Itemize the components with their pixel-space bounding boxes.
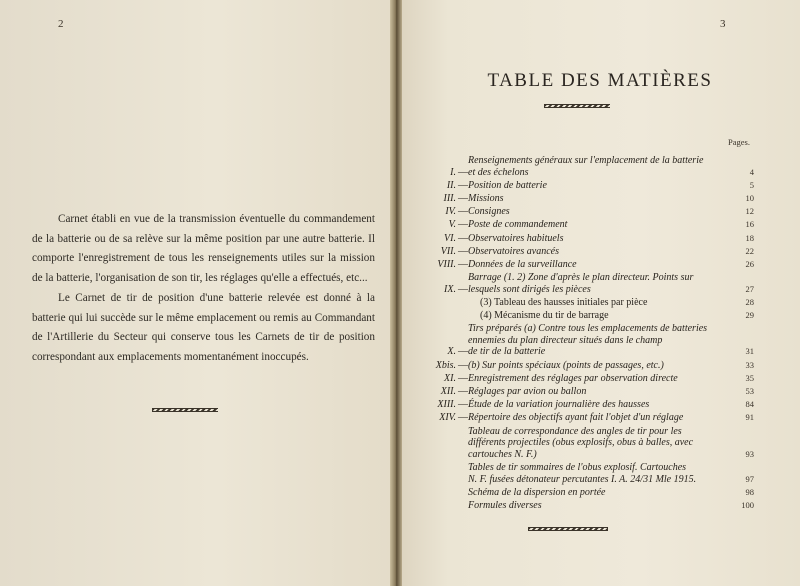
toc-entry-page: 5	[749, 179, 754, 190]
toc-entry	[414, 399, 754, 411]
toc-entry-title: Données de la surveillance	[468, 258, 577, 270]
toc-entry-number: III.	[443, 192, 456, 204]
toc-entry-page: 100	[741, 499, 754, 510]
bottom-ornament	[528, 527, 608, 531]
toc-entry-page: 12	[745, 206, 754, 217]
toc-entry	[414, 233, 754, 245]
toc-entry-page: 27	[745, 283, 754, 294]
paragraph-2-text: Le Carnet de tir de position d'une batterie relevée est donné à la batterie qui lui succède sur le même emplacement ou remis au Commandant de l'Artillerie du Secteur qui conserve tous les Carnets de tir de position correspondant aux emplacements momentanément inoccupés.	[32, 292, 375, 363]
toc-entry-number: IV.	[445, 206, 456, 218]
toc-entry	[414, 500, 754, 512]
toc-entry-number: I.	[450, 166, 456, 178]
toc-entry-page: 97	[745, 473, 754, 484]
toc-entry	[414, 412, 754, 424]
toc-entry-title: Enregistrement des réglages par observation directe	[468, 372, 678, 384]
toc-entry	[414, 246, 754, 258]
toc-entry-title: Renseignements généraux sur l'emplacement de la batterie et des échelons	[468, 155, 704, 178]
title-ornament	[544, 104, 610, 108]
toc-entry-page: 33	[745, 359, 754, 370]
toc-entry-dash: —	[458, 283, 468, 295]
toc-entry-dash: —	[458, 166, 468, 178]
toc-entry-dash: —	[458, 232, 468, 244]
toc-entry	[414, 462, 754, 485]
toc-entry-title: Tableau de correspondance des angles de tir pour les différents projectiles (obus explosifs, obus à balles, avec cartouches N. F.)	[468, 425, 694, 460]
toc-entry-title: Observatoires habituels	[468, 232, 564, 244]
toc-entry-page: 91	[745, 412, 754, 423]
left-paragraph-1	[32, 210, 375, 288]
toc-entry-page: 16	[745, 219, 754, 230]
toc-entry-number: XI.	[444, 372, 456, 384]
toc-entry-page: 93	[745, 448, 754, 459]
toc-entry-title: Barrage (1. 2) Zone d'après le plan directeur. Points sur lesquels sont dirigés les pièces	[468, 272, 694, 295]
toc-entry	[414, 386, 754, 398]
toc-entry-number: VIII.	[437, 258, 456, 270]
toc-entry	[414, 206, 754, 218]
toc-entry-page: 29	[745, 310, 754, 321]
toc-entry-number: XIII.	[437, 399, 456, 411]
toc-entry	[414, 219, 754, 231]
toc-entry	[414, 373, 754, 385]
toc-entry-title: Tables de tir sommaires de l'obus explosif. Cartouches N. F. fusées détonateur percutantes I. A. 24/31 Mle 1915.	[468, 461, 697, 485]
toc-entry-number: IX.	[444, 283, 456, 295]
toc-entry-dash: —	[458, 386, 468, 397]
toc-entry-dash: —	[458, 346, 468, 358]
toc-entry	[414, 323, 754, 358]
toc-entry-title: Poste de commandement	[468, 219, 568, 231]
left-page-number: 2	[58, 18, 64, 30]
toc-entry-title: Missions	[468, 192, 504, 204]
toc-entry-title: Répertoire des objectifs ayant fait l'objet d'un réglage	[468, 412, 684, 424]
toc-entry	[414, 259, 754, 271]
toc-entry-page: 35	[745, 372, 754, 383]
toc-entry-page: 4	[749, 166, 754, 177]
toc-entry-number: X.	[447, 346, 456, 358]
paragraph-1-text: Carnet établi en vue de la transmission éventuelle du commandement de la batterie ou de sa relève sur la même position par une autre batterie. Il comporte l'enregistrement de tous les renseignements utiles sur la mission de la batterie, l'organisation de son tir, les réglages qu'elle a effectués, etc...	[32, 213, 375, 284]
toc-entry	[414, 297, 754, 309]
toc-entry-title: Position de batterie	[468, 179, 547, 191]
toc-entry-title: (4) Mécanisme du tir de barrage	[480, 310, 609, 322]
toc-entry-dash: —	[458, 206, 468, 218]
toc-entry-title: (b) Sur points spéciaux (points de passages, etc.)	[468, 359, 664, 371]
left-paragraph-2	[32, 289, 375, 367]
toc-entry-title: Étude de la variation journalière des hausses	[468, 399, 650, 411]
toc-entry-number: V.	[448, 219, 456, 231]
left-ornament	[152, 408, 218, 412]
toc-entry-title: Consignes	[468, 206, 510, 218]
toc-entry-number: XIV.	[439, 412, 456, 424]
table-of-contents	[414, 155, 754, 513]
toc-entry	[414, 155, 754, 178]
toc-entry-page: 22	[745, 245, 754, 256]
toc-entry-page: 26	[745, 258, 754, 269]
toc-entry-dash: —	[458, 359, 468, 371]
toc-entry-dash: —	[458, 412, 468, 424]
toc-entry-title: Schéma de la dispersion en portée	[468, 486, 606, 498]
page-title: TABLE DES MATIÈRES	[487, 70, 713, 91]
toc-entry-number: Xbis.	[435, 359, 456, 371]
right-page-number: 3	[720, 18, 726, 30]
toc-entry-title: Observatoires avancés	[468, 245, 559, 257]
toc-entry-page: 98	[745, 486, 754, 497]
toc-entry-title: (3) Tableau des hausses initiales par pièce	[480, 296, 648, 308]
toc-entry	[414, 272, 754, 295]
toc-entry-dash: —	[458, 399, 468, 411]
toc-entry-dash: —	[458, 372, 468, 384]
toc-entry-page: 53	[745, 386, 754, 396]
toc-entry-dash: —	[458, 245, 468, 257]
toc-entry-title: Tirs préparés (a) Contre tous les emplacements de batteries ennemies du plan directeur situés dans le champ de tir de la batterie	[468, 323, 708, 358]
toc-entry	[414, 193, 754, 205]
toc-entry-page: 31	[745, 346, 754, 357]
toc-entry	[414, 310, 754, 322]
toc-entry-title: Réglages par avion ou ballon	[468, 386, 587, 397]
toc-entry-dash: —	[458, 219, 468, 231]
toc-entry	[414, 360, 754, 372]
toc-entry-title: Formules diverses	[468, 499, 542, 511]
toc-entry-page: 28	[745, 296, 754, 307]
toc-entry-dash: —	[458, 258, 468, 270]
toc-entry-number: VI.	[444, 232, 456, 244]
toc-entry-dash: —	[458, 192, 468, 204]
toc-entry-page: 18	[745, 232, 754, 243]
toc-entry-number: XII.	[440, 386, 456, 397]
toc-entry-number: II.	[446, 179, 456, 191]
toc-entry	[414, 487, 754, 499]
toc-entry-dash: —	[458, 179, 468, 191]
toc-entry-page: 84	[745, 399, 754, 410]
toc-entry	[414, 180, 754, 192]
toc-entry-number: VII.	[440, 245, 456, 257]
toc-entry	[414, 426, 754, 461]
toc-entry-page: 10	[745, 192, 754, 203]
pages-header: Pages.	[728, 137, 750, 147]
